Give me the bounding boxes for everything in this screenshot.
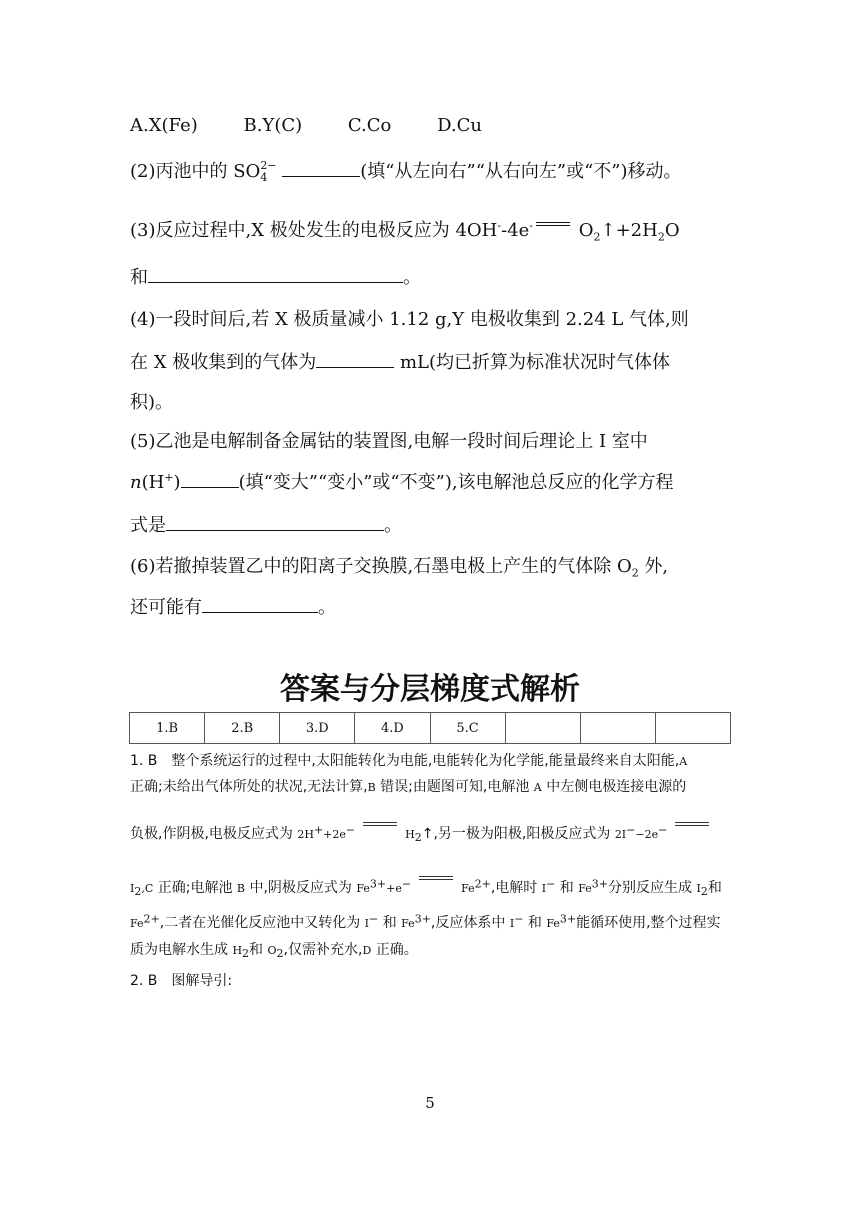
q2-line xyxy=(130,158,682,186)
option-d: D.Cu xyxy=(437,115,482,136)
q3-line1: (3)反应过程中,X 极处发生的电极反应为 4OH--4e- $O_2↑+2H_2O$ xyxy=(130,219,680,244)
exp-l5e: 能循环使用,整个过程实 xyxy=(576,915,721,931)
explanation-line5: $Fe^{2+}$,二者在光催化反应池中又转化为 I− 和 $Fe^{3+}$,反应体系中 I− 和 $Fe^{3+}$能循环使用,整个过程实 xyxy=(130,912,721,931)
q5-l2c: (填“变大”“变小”或“不变”),该电解池总反应的化学方程 xyxy=(238,472,674,493)
answer-cell: 1.B xyxy=(130,713,205,744)
q5-blank2 xyxy=(166,514,384,531)
answer-table xyxy=(129,712,731,744)
q6-l1b: 外, xyxy=(638,556,669,577)
exp-l1: 1. B 整个系统运行的过程中,太阳能转化为电能,电能转化为化学能,能量最终来自太阳能, xyxy=(130,753,680,769)
q5-line2: n(H+) (填“变大”“变小”或“不变”),该电解池总反应的化学方程 xyxy=(130,471,674,493)
exp-l4c: ,电解时 xyxy=(490,880,538,896)
equals-sign xyxy=(536,222,570,226)
q3-h2: ↑+2H xyxy=(600,220,658,241)
equals-sign xyxy=(419,876,453,880)
q6-l2b: 。 xyxy=(318,597,336,618)
exp-l6c: ,仅需补充水, xyxy=(283,942,363,958)
option-a: A.X(Fe) xyxy=(130,115,198,136)
q3-and: 和 xyxy=(130,267,148,288)
q5-l3a: 式是 xyxy=(130,515,166,536)
answer-cell: 2.B xyxy=(205,713,280,744)
answer-cell: 3.D xyxy=(280,713,355,744)
q4-line2 xyxy=(130,349,670,377)
q1-options xyxy=(130,112,522,140)
q4-l2b: mL(均已折算为标准状况时气体体 xyxy=(394,352,671,373)
equals-sign xyxy=(363,822,397,826)
q2-post: (填“从左向右”“从右向左”或“不”)移动。 xyxy=(360,161,682,182)
answer-title: 答案与分层梯度式解析 xyxy=(280,672,580,707)
q6-line2 xyxy=(130,594,336,622)
q5-l2b: ) xyxy=(173,472,181,493)
q3-blank xyxy=(148,266,403,283)
equals-sign xyxy=(675,822,709,826)
exp-l5d: 和 xyxy=(527,915,542,931)
q4-line3: 积)。 xyxy=(130,392,174,413)
exp-l2c: 中左侧电极连接电源的 xyxy=(546,779,687,795)
exp-l6b: 和 xyxy=(249,942,264,958)
option-b: B.Y(C) xyxy=(243,115,303,136)
exp-l6d: 正确。 xyxy=(375,942,418,958)
exp-l2: 正确;未给出气体所处的状况,无法计算, xyxy=(130,779,368,795)
q3-pre: (3)反应过程中,X 极处发生的电极反应为 4OH xyxy=(130,220,498,241)
q2-pre: (2)丙池中的 SO xyxy=(130,161,261,182)
exp-l5b: 和 xyxy=(382,915,397,931)
exp-l3: 负极,作阴极,电极反应式为 xyxy=(130,826,293,842)
q3-o: O xyxy=(664,220,680,241)
q3-line2 xyxy=(130,264,421,292)
answer-cell: 5.C xyxy=(430,713,505,744)
explanation-line6: 质为电解水生成 $H_2$和 $O_2$,仅需补充水,D 正确。 xyxy=(130,942,418,961)
answer-cell: 4.D xyxy=(355,713,430,744)
so4-ion-script: 2− 4 xyxy=(260,159,277,184)
q5-l3b: 。 xyxy=(384,515,402,536)
q6-l2a: 还可能有 xyxy=(130,597,202,618)
q2-blank xyxy=(282,160,360,177)
option-c: C.Co xyxy=(347,115,392,136)
explanation-line4: $I_2,C$ 正确;电解池 B 中,阴极反应式为 $Fe^{3+}+e^-$ $Fe^{2+}$,电解时 I− 和 $Fe^{3+}$分别反应生成 $I_2$和 xyxy=(130,877,722,899)
explanation-line3: 负极,作阴极,电极反应式为 2H++2e− $H_2↑$,另一极为阳极,阳极反应式为 2I−−2e− xyxy=(130,822,717,846)
explanation-line2: 正确;未给出气体所处的状况,无法计算,B 错误;由题图可知,电解池 A 中左侧电极连接电源的 xyxy=(130,779,687,795)
exp-l4e: 分别反应生成 xyxy=(608,880,692,896)
q3-end: 。 xyxy=(403,267,421,288)
q5-line3 xyxy=(130,512,402,540)
q6-line1: (6)若撤掉装置乙中的阳离子交换膜,石墨电极上产生的气体除 $O_2$ 外, xyxy=(130,556,669,580)
q6-blank xyxy=(202,596,318,613)
q5-line1: (5)乙池是电解制备金属钴的装置图,电解一段时间后理论上 I 室中 xyxy=(130,431,648,452)
explanation-line1: 1. B 整个系统运行的过程中,太阳能转化为电能,电能转化为化学能,能量最终来自太阳能,A xyxy=(130,753,688,769)
q3-o2: O xyxy=(573,220,594,241)
exp-l4b: 中,阴极反应式为 xyxy=(249,880,352,896)
q6-l1: (6)若撤掉装置乙中的阳离子交换膜,石墨电极上产生的气体除 O xyxy=(130,556,632,577)
q4-blank xyxy=(316,351,394,368)
answer-cell xyxy=(655,713,730,744)
exp-l4d: 和 xyxy=(559,880,574,896)
page-number: 5 xyxy=(425,1094,435,1112)
exp-l4f: 和 xyxy=(707,880,722,896)
answer-row xyxy=(130,713,731,744)
answer-cell xyxy=(505,713,580,744)
q5-l2a: (H xyxy=(141,472,165,493)
exp-l5c: ,反应体系中 xyxy=(430,915,506,931)
explanation-line7: 2. B 图解导引: xyxy=(130,973,233,989)
answer-cell xyxy=(580,713,655,744)
q4-line1: (4)一段时间后,若 X 极质量减小 1.12 g,Y 电极收集到 2.24 L 气体,则 xyxy=(130,309,689,330)
exp-l3b: ↑,另一极为阳极,阳极反应式为 xyxy=(421,826,611,842)
exp-l6a: 质为电解水生成 xyxy=(130,942,228,958)
exp-l2b: 错误;由题图可知,电解池 xyxy=(380,779,530,795)
q4-l2a: 在 X 极收集到的气体为 xyxy=(130,352,317,373)
exp-l4a: 正确;电解池 xyxy=(157,880,233,896)
exp-l5a: ,二者在光催化反应池中又转化为 xyxy=(159,915,361,931)
q5-blank xyxy=(181,471,239,488)
